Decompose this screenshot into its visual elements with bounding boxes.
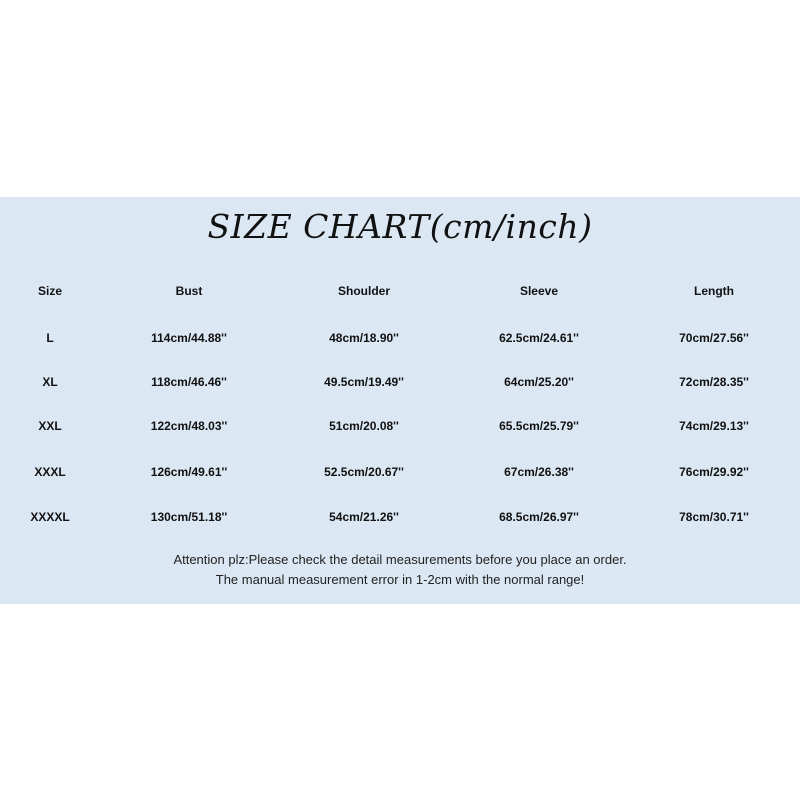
header-bust: Bust — [175, 284, 203, 298]
cell-shoulder: 54cm/21.26'' — [329, 510, 399, 524]
cell-shoulder: 52.5cm/20.67'' — [324, 465, 404, 479]
table-row — [0, 331, 800, 351]
cell-sleeve: 64cm/25.20'' — [504, 375, 574, 389]
size-chart-panel — [0, 197, 800, 604]
cell-size: L — [46, 331, 54, 345]
cell-size: XXL — [38, 419, 62, 433]
cell-size: XXXXL — [30, 510, 70, 524]
measurement-error-note: The manual measurement error in 1-2cm with the normal range! — [215, 572, 585, 587]
table-header-row — [0, 284, 800, 304]
cell-sleeve: 68.5cm/26.97'' — [499, 510, 579, 524]
cell-bust: 126cm/49.61'' — [150, 465, 228, 479]
cell-bust: 130cm/51.18'' — [150, 510, 228, 524]
cell-length: 70cm/27.56'' — [679, 331, 749, 345]
header-shoulder: Shoulder — [337, 284, 390, 298]
attention-note: Attention plz:Please check the detail measurements before you place an order. — [173, 552, 627, 567]
cell-length: 76cm/29.92'' — [679, 465, 749, 479]
cell-bust: 118cm/46.46'' — [151, 375, 227, 389]
cell-shoulder: 49.5cm/19.49'' — [324, 375, 404, 389]
cell-shoulder: 48cm/18.90'' — [329, 331, 399, 345]
cell-length: 78cm/30.71'' — [679, 510, 749, 524]
size-chart-title: SIZE CHART(cm/inch) — [207, 207, 593, 246]
cell-size: XXXL — [34, 465, 66, 479]
cell-length: 74cm/29.13'' — [679, 419, 749, 433]
cell-bust: 114cm/44.88'' — [151, 331, 227, 345]
cell-sleeve: 62.5cm/24.61'' — [499, 331, 579, 345]
cell-shoulder: 51cm/20.08'' — [329, 419, 399, 433]
header-length: Length — [694, 284, 734, 298]
table-row — [0, 375, 800, 395]
cell-sleeve: 67cm/26.38'' — [504, 465, 574, 479]
cell-bust: 122cm/48.03'' — [150, 419, 228, 433]
table-row — [0, 510, 800, 530]
table-row — [0, 419, 800, 439]
cell-size: XL — [42, 375, 58, 389]
cell-sleeve: 65.5cm/25.79'' — [499, 419, 579, 433]
header-size: Size — [37, 284, 62, 298]
cell-length: 72cm/28.35'' — [679, 375, 749, 389]
table-row — [0, 465, 800, 485]
header-sleeve: Sleeve — [519, 284, 559, 298]
